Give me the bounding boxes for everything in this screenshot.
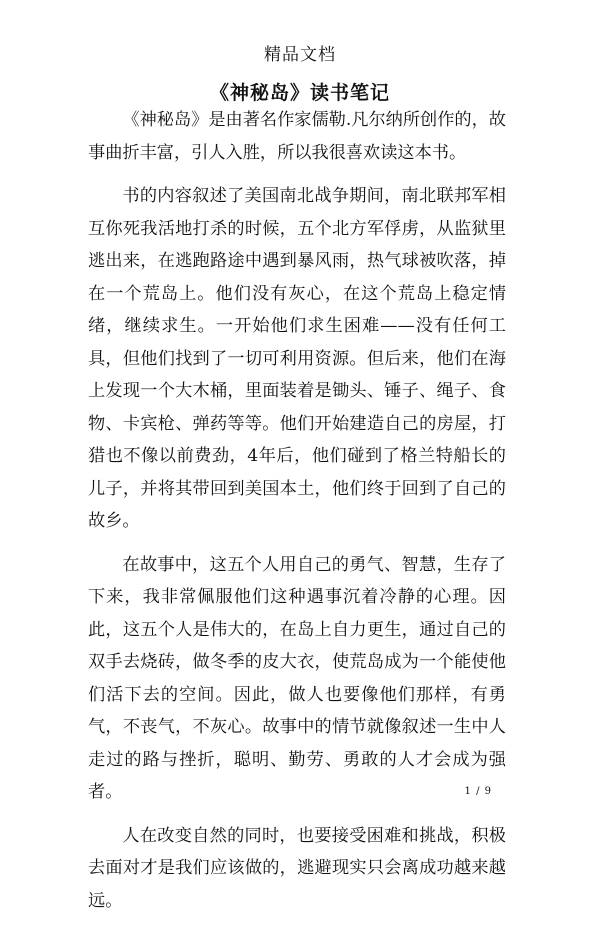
paragraph-intro: 《神秘岛》是由著名作家儒勒.凡尔纳所创作的，故事曲折丰富，引人入胜，所以我很喜欢读这本书。 (88, 110, 506, 163)
paragraph-reflection: 在故事中，这五个人用自己的勇气、智慧，生存了下来，我非常佩服他们这种遇事沉着冷静的心理。因此，这五个人是伟大的，在岛上自力更生，通过自己的双手去烧砖，做冬季的皮大衣，使荒岛成为一个能使他们活下去的空间。因此，做人也要像他们那样，有勇气，不丧气，不灰心。故事中的情节就像叙述一生中人走过的路与挫折，聪明、勤劳、勇敢的人才会成为强者。 (88, 554, 506, 802)
paragraph-plot: 书的内容叙述了美国南北战争期间，南北联邦军相互你死我活地打杀的时候，五个北方军俘虏，从监狱里逃出来，在逃跑路途中遇到暴风雨，热气球被吹落，掉在一个荒岛上。他们没有灰心，在这个荒岛上稳定情绪，继续求生。一开始他们求生困难——没有任何工具，但他们找到了一切可利用资源。但后来，他们在海上发现一个大木桶，里面装着是锄头、锤子、绳子、食物、卡宾枪、弹药等等。他们开始建造自己的房屋，打猎也不像以前费劲，4年后，他们碰到了格兰特船长的儿子，并将其带回到美国本土，他们终于回到了自己的故乡。 (88, 186, 506, 531)
paragraph-conclusion: 人在改变自然的同时，也要接受困难和挑战，积极去面对才是我们应该做的，逃避现实只会离成功越来越远。 (88, 825, 506, 911)
document-header: 精品文档 (264, 45, 336, 65)
document-body (88, 104, 506, 928)
document-title: 《神秘岛》读书笔记 (209, 82, 390, 104)
page-number: 1 / 9 (464, 786, 492, 797)
